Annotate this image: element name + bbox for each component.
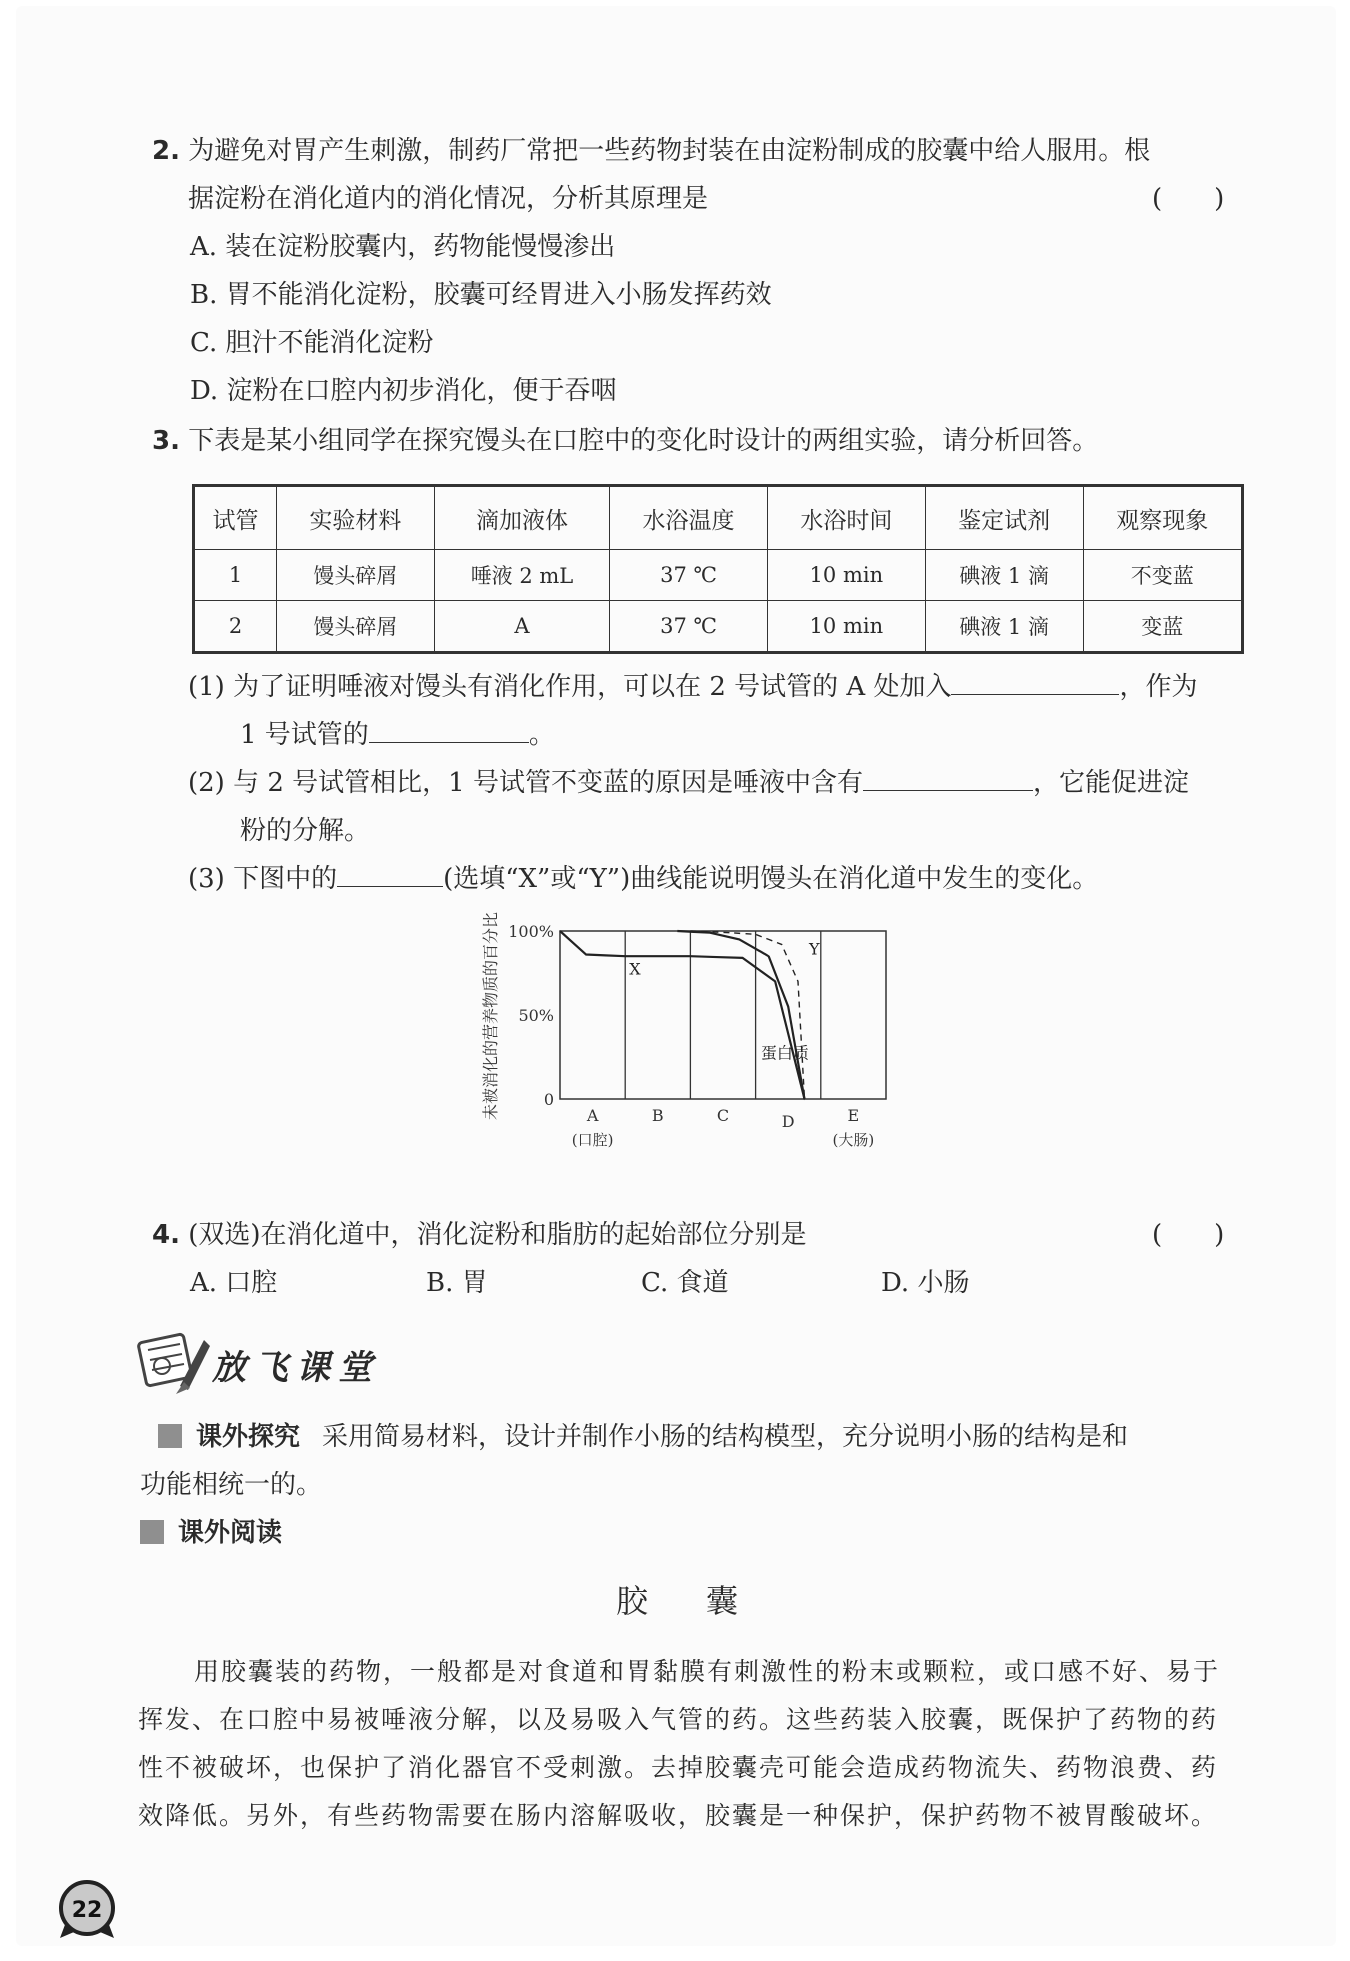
table-cell: A [434,601,609,653]
page-number-badge [56,1878,118,1940]
reading-line: 性不被破坏，也保护了消化器官不受刺激。去掉胶囊壳可能会造成药物流失、药物浪费、药 [138,1753,1219,1782]
table-row [194,601,1243,653]
table-cell: 唾液 2 mL [434,550,609,601]
curve-label: X [629,959,641,979]
table-cell: 1 [194,550,277,601]
table-cell: 馒头碎屑 [277,601,435,653]
explore-line2: 功能相统一的。 [140,1470,323,1500]
q4-stem: (双选)在消化道中，消化淀粉和脂肪的起始部位分别是 [188,1220,807,1250]
q3-sub1-line1 [188,670,1198,704]
table-cell: 37 ℃ [610,601,768,653]
table-cell: 变蓝 [1083,601,1243,653]
experiment-table [192,484,1244,654]
chart-curves [560,931,805,1099]
page-number: 22 [71,1898,103,1923]
table-header: 鉴定试剂 [925,486,1083,550]
y-tick-label: 50% [518,1006,554,1025]
reading-line: 挥发、在口腔中易被唾液分解，以及易吸入气管的药。这些药装入胶囊，既保护了药物的药 [138,1705,1219,1734]
table-header: 水浴温度 [610,486,768,550]
answer-blank[interactable] [863,766,1033,791]
q4-line [152,1218,807,1252]
q3-sub2-text-end: ，它能促进淀 [1032,768,1189,798]
table-cell: 10 min [767,550,925,601]
x-tick-note: (大肠) [832,1131,875,1149]
square-bullet-icon [140,1520,164,1544]
q4-option-a: A. 口腔 [190,1268,278,1298]
x-tick-labels [572,1106,875,1149]
q3-sub1-text-end: ，作为 [1119,672,1198,702]
q3-sub3-text-end: (选填“X”或“Y”)曲线能说明馒头在消化道中发生的变化。 [443,864,1099,894]
digestion-curve-chart [476,911,916,1211]
q3-sub3-text: (3) 下图中的 [188,864,338,894]
reading-line: 效降低。另外，有些药物需要在肠内溶解吸收，胶囊是一种保护，保护药物不被胃酸破坏。 [138,1801,1219,1830]
table-header: 观察现象 [1083,486,1243,550]
q4-option-c: C. 食道 [641,1268,729,1298]
q3-sub2-line2: 粉的分解。 [240,816,371,846]
section-title: 放飞课堂 [212,1348,380,1388]
x-tick-label: B [651,1106,664,1125]
q3-stem: 下表是某小组同学在探究馒头在口腔中的变化时设计的两组实验，请分析回答。 [188,426,1099,456]
q2-option-c: C. 胆汁不能消化淀粉 [190,328,434,358]
explore-line1 [158,1420,1128,1454]
table-cell: 馒头碎屑 [277,550,435,601]
curve-label: 蛋白质 [760,1043,809,1063]
curve-label: Y [808,939,820,959]
q3-sub1-text: (1) 为了证明唾液对馒头有消化作用，可以在 2 号试管的 A 处加入 [188,672,952,702]
y-tick-labels [508,922,554,1109]
q2-option-b: B. 胃不能消化淀粉，胶囊可经胃进入小肠发挥药效 [190,280,772,310]
q2-stem-line2: 据淀粉在消化道内的消化情况，分析其原理是 [188,184,709,214]
x-tick-label: D [781,1112,795,1131]
table-cell: 37 ℃ [610,550,768,601]
reading-heading [140,1516,282,1550]
y-tick-label: 100% [508,922,554,941]
q3-number: 3. [152,426,180,456]
q4-option-b: B. 胃 [426,1268,488,1298]
q4-answer-paren: ( ) [1152,1220,1225,1250]
table-cell: 2 [194,601,277,653]
table-cell: 不变蓝 [1083,550,1243,601]
table-cell: 碘液 1 滴 [925,601,1083,653]
answer-blank[interactable] [951,670,1119,695]
q3-sub3-line [188,862,1098,896]
table-cell: 10 min [767,601,925,653]
explore-text: 采用简易材料，设计并制作小肠的结构模型，充分说明小肠的结构是和 [322,1422,1129,1452]
answer-blank[interactable] [337,862,443,887]
reading-line: 用胶囊装的药物，一般都是对食道和胃黏膜有刺激性的粉末或颗粒，或口感不好、易于 [194,1657,1221,1686]
table-header: 实验材料 [277,486,435,550]
x-tick-note: (口腔) [571,1131,614,1149]
notebook-rocket-icon [134,1324,216,1396]
q2-number: 2. [152,136,180,166]
table-cell: 碘液 1 滴 [925,550,1083,601]
q2-option-a: A. 装在淀粉胶囊内，药物能慢慢渗出 [190,232,616,262]
q2-stem-line1: 为避免对胃产生刺激，制药厂常把一些药物封装在由淀粉制成的胶囊中给人服用。根 [188,136,1151,166]
table-header-row [194,486,1243,550]
chart-ylabel: 未被消化的营养物质的百分比 [481,911,500,1121]
q3-sub2-text: (2) 与 2 号试管相比，1 号试管不变蓝的原因是唾液中含有 [188,768,863,798]
q3-sub2-line1 [188,766,1189,800]
q3-sub1-period: 。 [528,720,555,750]
table-header: 水浴时间 [767,486,925,550]
q2-line1 [152,134,1150,168]
q3-line [152,424,1098,458]
x-tick-label: E [847,1106,860,1125]
y-tick-label: 0 [543,1090,554,1109]
answer-blank[interactable] [369,718,529,743]
q3-sub1-text-2: 1 号试管的 [240,720,369,750]
reading-title: 胶囊 [616,1582,797,1620]
q3-sub1-line2 [240,718,555,752]
q4-option-d: D. 小肠 [881,1268,970,1298]
q2-answer-paren: ( ) [1152,184,1225,214]
x-tick-label: C [716,1106,730,1125]
explore-label: 课外探究 [196,1422,301,1452]
table-header: 试管 [194,486,277,550]
q2-option-d: D. 淀粉在口腔内初步消化，便于吞咽 [190,376,617,406]
table-header: 滴加液体 [434,486,609,550]
x-tick-label: A [586,1106,599,1125]
table-row [194,550,1243,601]
reading-label: 课外阅读 [178,1518,283,1548]
square-bullet-icon [158,1424,182,1448]
workbook-page [16,6,1336,1946]
q4-number: 4. [152,1220,180,1250]
